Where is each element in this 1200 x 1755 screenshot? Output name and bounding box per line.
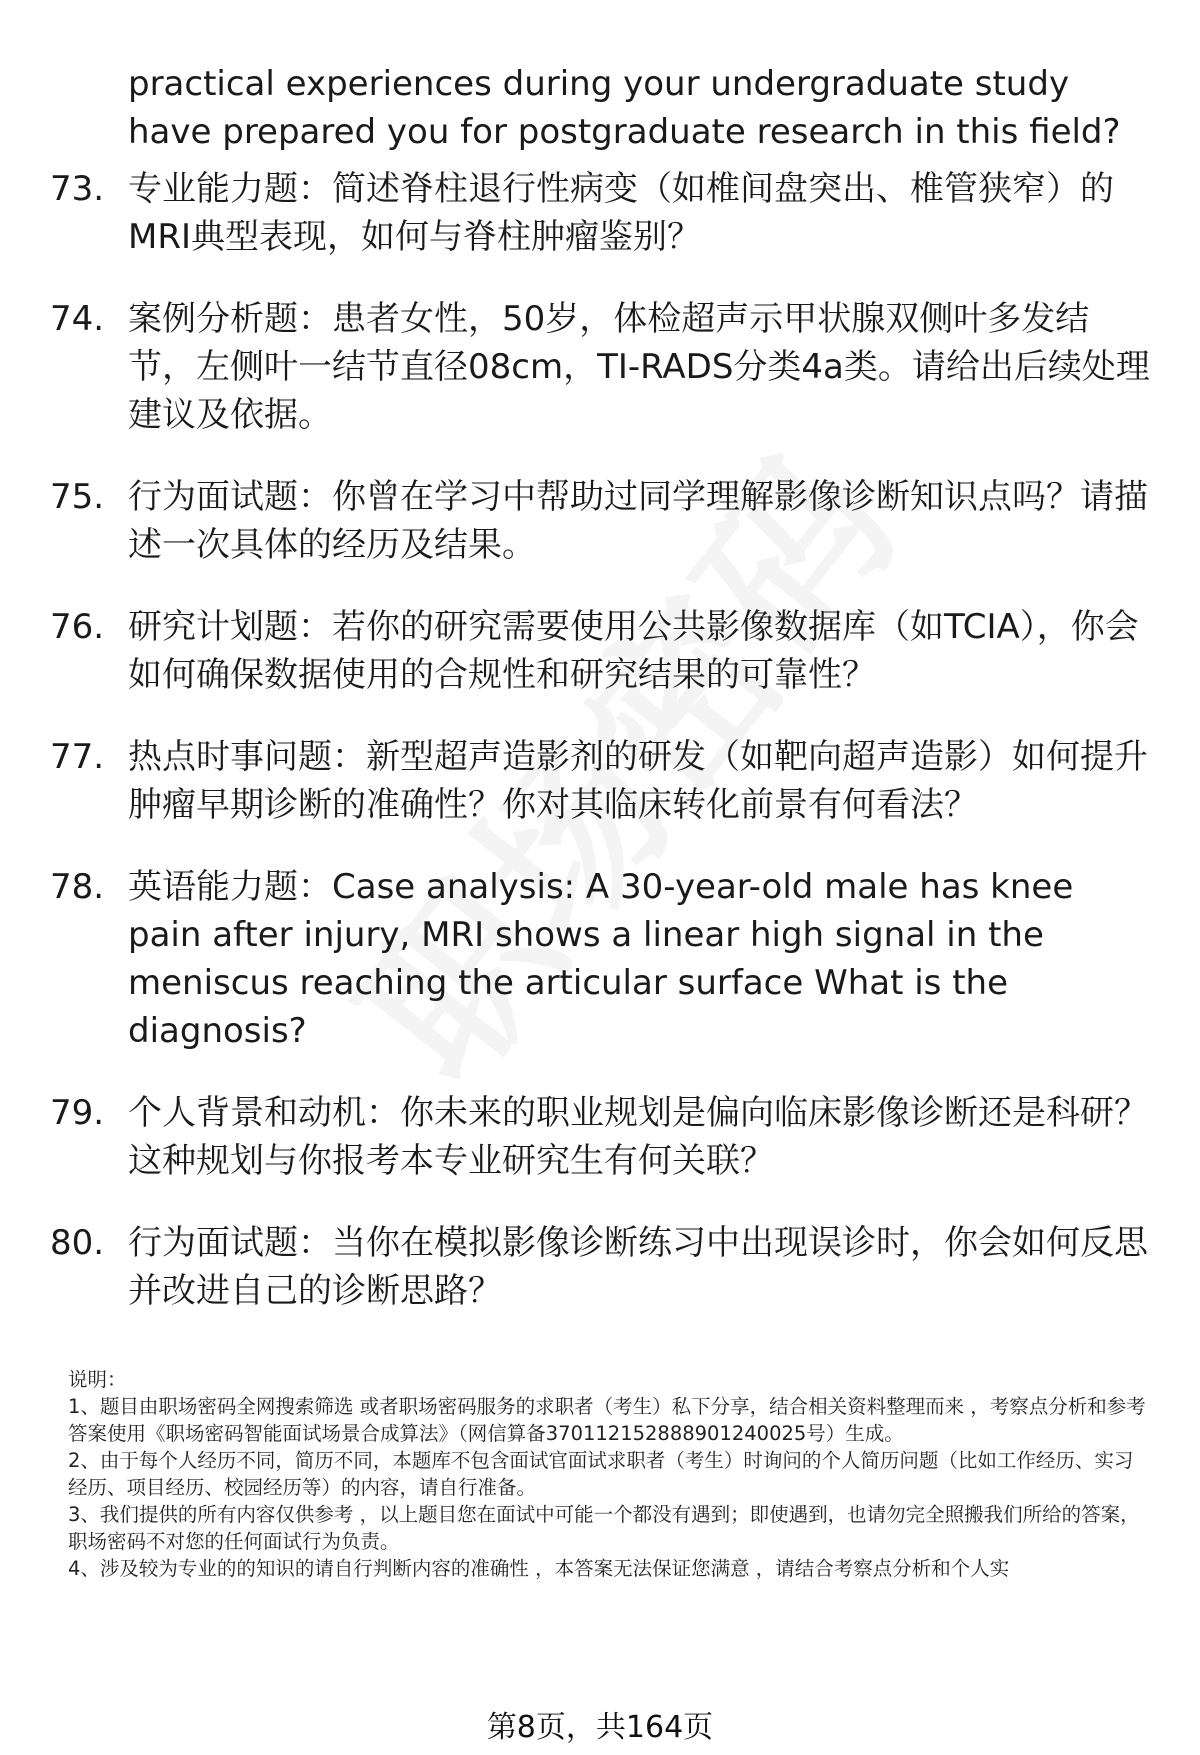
question-item-79 <box>50 1089 1150 1185</box>
question-number: 78. <box>50 867 105 907</box>
note-item: 2、由于每个人经历不同，简历不同，本题库不包含面试官面试求职者（考生）时询问的个人简历问题（比如工作经历、实习经历、项目经历、校园经历等）的内容，请自行准备。 <box>68 1449 1134 1499</box>
question-text: 研究计划题：若你的研究需要使用公共影像数据库（如TCIA），你会如何确保数据使用的合规性和研究结果的可靠性？ <box>128 607 1139 695</box>
question-item-76 <box>50 603 1150 699</box>
question-item-77 <box>50 733 1150 829</box>
question-text: 专业能力题：简述脊柱退行性病变（如椎间盘突出、椎管狭窄）的MRI典型表现，如何与脊柱肿瘤鉴别？ <box>128 169 1114 257</box>
question-item-74 <box>50 295 1150 439</box>
question-text: 个人背景和动机：你未来的职业规划是偏向临床影像诊断还是科研？这种规划与你报考本专业研究生有何关联？ <box>128 1093 1148 1181</box>
note-item: 3、我们提供的所有内容仅供参考 ，以上题目您在面试中可能一个都没有遇到；即使遇到，也请勿完全照搬我们所给的答案，职场密码不对您的任何面试行为负责。 <box>68 1503 1140 1553</box>
question-text: 行为面试题：你曾在学习中帮助过同学理解影像诊断知识点吗？请描述一次具体的经历及结果。 <box>128 477 1148 565</box>
page-number-footer: 第8页，共164页 <box>486 1710 714 1745</box>
question-number: 73. <box>50 169 105 209</box>
question-item-75 <box>50 473 1150 569</box>
question-number: 77. <box>50 737 105 777</box>
question-list <box>50 165 1150 1349</box>
notes-section <box>68 1366 1148 1582</box>
question-number: 74. <box>50 299 105 339</box>
note-item: 4、涉及较为专业的的知识的请自行判断内容的准确性 ，本答案无法保证您满意 ，请结合考察点分析和个人实 <box>68 1557 1010 1580</box>
question-text: 英语能力题：Case analysis: A 30-year-old male has knee pain after injury, MRI shows a linear high signal in the meniscus reaching the articular surface What is the diagnosis? <box>128 867 1074 1051</box>
question-item-73 <box>50 165 1150 261</box>
note-item: 1、题目由职场密码全网搜索筛选 或者职场密码服务的求职者（考生）私下分享，结合相关资料整理而来 ，考察点分析和参考答案使用《职场密码智能面试场景合成算法》（网信算备370112152888901240025号）生成。 <box>68 1395 1146 1445</box>
continuation-text: practical experiences during your undergraduate study have prepared you for postgraduate research in this field? <box>128 64 1121 152</box>
question-text: 案例分析题：患者女性，50岁，体检超声示甲状腺双侧叶多发结节，左侧叶一结节直径08cm，TI-RADS分类4a类。请给出后续处理建议及依据。 <box>128 299 1150 435</box>
question-number: 76. <box>50 607 105 647</box>
question-number: 79. <box>50 1093 105 1133</box>
question-number: 80. <box>50 1223 105 1263</box>
question-text: 热点时事问题：新型超声造影剂的研发（如靶向超声造影）如何提升肿瘤早期诊断的准确性？你对其临床转化前景有何看法？ <box>128 737 1148 825</box>
notes-heading: 说明： <box>68 1368 127 1391</box>
question-item-78 <box>50 863 1150 1055</box>
question-text: 行为面试题：当你在模拟影像诊断练习中出现误诊时，你会如何反思并改进自己的诊断思路？ <box>128 1223 1148 1311</box>
question-item-80 <box>50 1219 1150 1315</box>
question-number: 75. <box>50 477 105 517</box>
